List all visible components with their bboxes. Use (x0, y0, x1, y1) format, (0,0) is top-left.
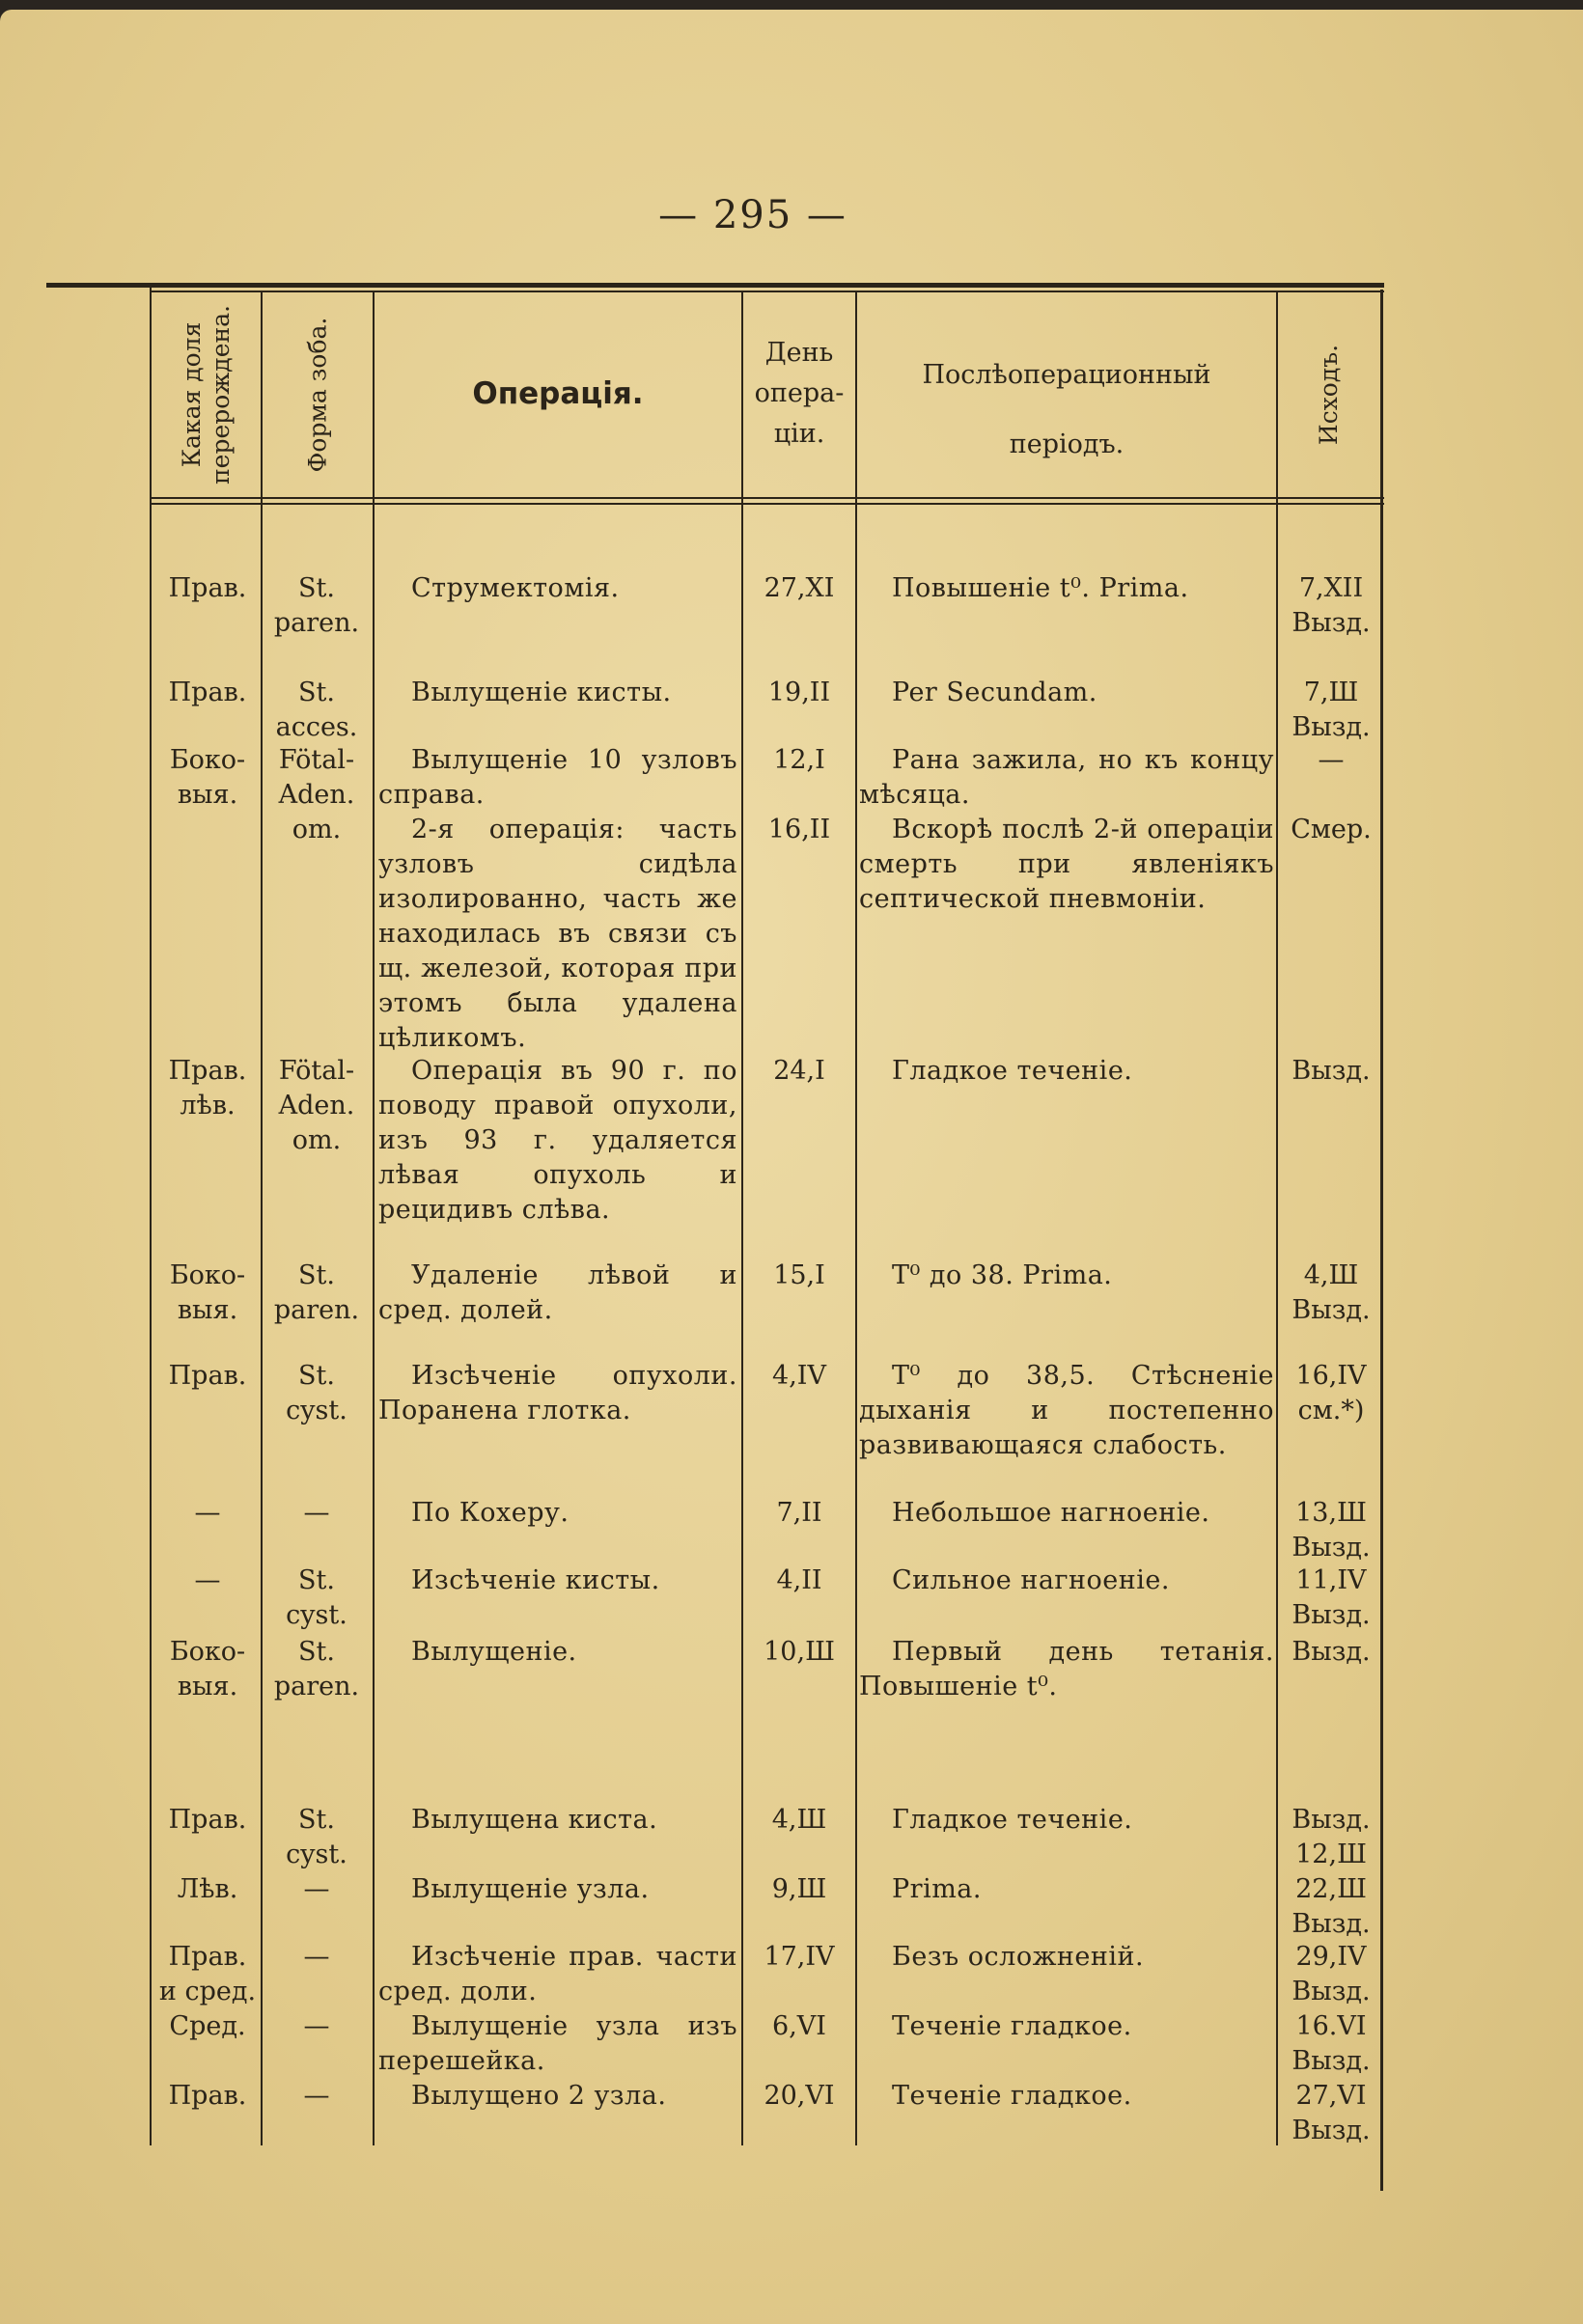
cell-outcome: 16,IV см.*) (1295, 1361, 1367, 1425)
header-part-line2: перерождена. (206, 304, 235, 485)
cell-outcome: — (1318, 745, 1345, 775)
cell-part: Прав. и сред. (158, 1942, 257, 2006)
cell-postop: Небольшое нагноеніе. (892, 1498, 1210, 1528)
cell-postop: T⁰ до 38. Prima. (892, 1260, 1113, 1290)
header-day: День опера- ціи. (754, 338, 845, 449)
cell-operation: Изсѣченіе кисты. (411, 1565, 660, 1595)
cell-postop: T⁰ до 38,5. Стѣсненіе дыханія и постепенно развивающаяся слабость. (859, 1361, 1274, 1460)
column-divider (1276, 292, 1278, 2145)
cell-day: 10,Ш (764, 1637, 835, 1667)
cell-postop: Теченіе гладкое. (892, 2081, 1132, 2111)
cell-operation: Вылущеніе узла. (411, 1874, 650, 1904)
cell-operation: Изсѣченіе прав. части сред. доли. (378, 1942, 737, 2006)
header-operation: Операція. (472, 376, 644, 411)
cell-part: — (194, 1565, 221, 1595)
cell-operation: Вылущено 2 узла. (411, 2081, 667, 2111)
cell-day: 7,II (776, 1498, 822, 1528)
cell-day: 27,XI (764, 573, 835, 603)
cell-postop: Повышеніе t⁰. Prima. (892, 573, 1189, 603)
cell-operation: Струмектомія. (411, 573, 620, 603)
cell-form: — (303, 1942, 330, 1972)
cell-part: Лѣв. (177, 1874, 238, 1904)
column-divider (150, 285, 152, 2145)
cell-part: Боко- выя. (169, 1260, 246, 1325)
cell-operation: Удаленіе лѣвой и сред. долей. (378, 1260, 737, 1325)
cell-form: St. cyst. (286, 1805, 347, 1869)
cell-postop: Первый день тетанія. Повышеніе t⁰. (859, 1637, 1274, 1702)
cell-operation: 2-я операція: часть узловъ сидѣла изолированно, часть же находилась въ связи съ щ. железой, которая при этомъ была удалена цѣликомъ. (378, 815, 737, 1053)
cell-outcome: 4,Ш Вызд. (1291, 1260, 1371, 1325)
cell-postop: Гладкое теченіе. (892, 1056, 1133, 1086)
cell-form: St. cyst. (286, 1361, 347, 1425)
cell-operation: Вылущеніе 10 узловъ справа. (378, 745, 737, 810)
cell-postop: Теченіе гладкое. (892, 2011, 1132, 2041)
cell-day: 17,IV (764, 1942, 835, 1972)
cell-outcome: 16.VI Вызд. (1291, 2011, 1371, 2076)
cell-postop: Гладкое теченіе. (892, 1805, 1133, 1835)
cell-day: 20,VI (764, 2081, 835, 2111)
header-bottom-rule-double (150, 503, 1384, 505)
cell-outcome: 11,IV Вызд. (1291, 1565, 1371, 1630)
header-form: Форма зоба. (303, 317, 332, 473)
cell-day: 4,IV (772, 1361, 826, 1391)
cell-outcome: 27,VI Вызд. (1291, 2081, 1371, 2145)
cell-day: 9,Ш (771, 1874, 827, 1904)
cell-operation: Вылущеніе. (411, 1637, 577, 1667)
cell-outcome: 29,IV Вызд. (1291, 1942, 1371, 2006)
cell-form: — (303, 2011, 330, 2041)
header-outcome: Исходъ. (1314, 344, 1343, 446)
header-postop: Послѣоперационный періодъ. (922, 360, 1211, 459)
cell-operation: Вылущеніе узла изъ перешейка. (378, 2011, 737, 2076)
cell-outcome: Вызд. (1291, 1056, 1371, 1086)
cell-day: 15,I (773, 1260, 825, 1290)
cell-operation: Изсѣченіе опухоли. Поранена глотка. (378, 1361, 737, 1425)
cell-part: Прав. (168, 1805, 247, 1835)
cell-outcome: 13,Ш Вызд. (1291, 1498, 1371, 1563)
table-top-rule (46, 283, 1384, 288)
cell-form: St. paren. (273, 1637, 360, 1702)
cell-part: Прав. (168, 573, 247, 603)
header-bottom-rule (150, 497, 1384, 499)
cell-day: 16,II (767, 815, 831, 844)
cell-day: 19,II (767, 678, 831, 707)
cell-form: St. acces. (275, 678, 358, 742)
cell-operation: По Кохеру. (411, 1498, 569, 1528)
column-divider (373, 292, 375, 2145)
cell-day: 4,Ш (771, 1805, 827, 1835)
cell-outcome: 7,Ш Вызд. (1291, 678, 1371, 742)
column-divider (855, 292, 857, 2145)
cell-part: Прав. (168, 678, 247, 707)
cell-postop: Per Secundam. (892, 678, 1097, 707)
cell-postop: Prima. (892, 1874, 982, 1904)
cell-day: 12,I (773, 745, 825, 775)
cell-outcome: 22,Ш Вызд. (1291, 1874, 1371, 1939)
cell-operation: Операція въ 90 г. по поводу правой опухоли, изъ 93 г. удаляется лѣвая опухоль и рецидивъ слѣва. (378, 1056, 737, 1225)
cell-postop: Рана зажила, но къ концу мѣсяца. (859, 745, 1274, 810)
cell-part: Прав. лѣв. (168, 1056, 247, 1120)
cell-operation: Вылущеніе кисты. (411, 678, 672, 707)
cell-day: 4,II (776, 1565, 822, 1595)
cell-part: Прав. (168, 2081, 247, 2111)
cell-form: St. paren. (273, 1260, 360, 1325)
cell-part: — (194, 1498, 221, 1528)
column-divider (741, 292, 743, 2145)
header-part-line1: Какая доля (177, 321, 206, 468)
cell-postop: Вскорѣ послѣ 2-й операціи смерть при явленіякъ септической пневмоніи. (859, 815, 1274, 914)
cell-outcome: 7,XII Вызд. (1291, 573, 1371, 638)
cell-form: Fötal- Aden. om. (278, 745, 355, 844)
cell-form: St. cyst. (286, 1565, 347, 1630)
cell-part: Боко- выя. (169, 745, 246, 810)
cell-form: St. paren. (273, 573, 360, 638)
cell-day: 24,I (773, 1056, 825, 1086)
cell-form: Fötal- Aden. om. (278, 1056, 355, 1155)
cell-form: — (303, 1874, 330, 1904)
cell-part: Сред. (169, 2011, 246, 2041)
cell-outcome: Вызд. (1291, 1637, 1371, 1667)
cell-outcome: Вызд. 12,Ш (1291, 1805, 1371, 1869)
book-page (0, 10, 1583, 2324)
header-part (152, 292, 261, 497)
page-number: — 295 — (658, 193, 847, 237)
cell-operation: Вылущена киста. (411, 1805, 658, 1835)
cell-postop: Сильное нагноеніе. (892, 1565, 1170, 1595)
cell-form: — (303, 1498, 330, 1528)
cell-day: 6,VI (772, 2011, 826, 2041)
cell-postop: Безъ осложненій. (892, 1942, 1145, 1972)
cell-form: — (303, 2081, 330, 2111)
cell-outcome: Смер. (1291, 815, 1372, 844)
cell-part: Боко- выя. (169, 1637, 246, 1702)
cell-part: Прав. (168, 1361, 247, 1391)
